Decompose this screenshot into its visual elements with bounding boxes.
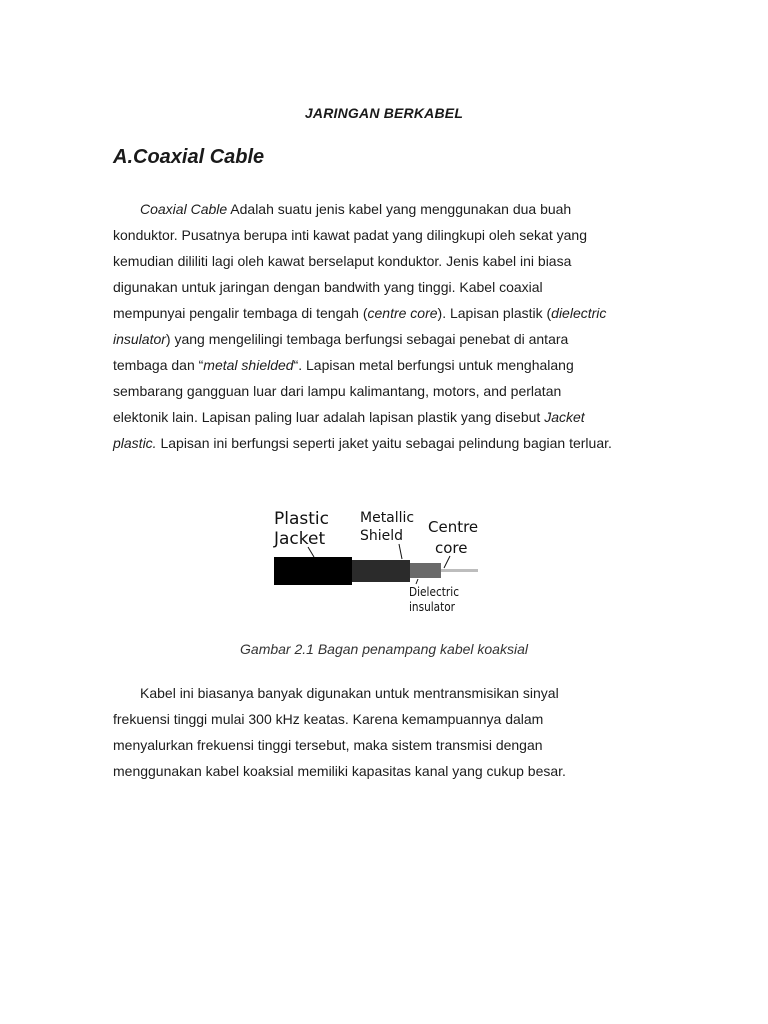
text-run: mempunyai pengalir tembaga di tengah ( (113, 305, 368, 321)
text-run: Lapisan ini berfungsi seperti jaket yaitu sebagai pelindung bagian terluar. (156, 435, 612, 451)
italic-text-run: plastic. (113, 435, 157, 451)
paragraph-line: menyalurkan frekuensi tinggi tersebut, maka sistem transmisi dengan (113, 737, 543, 753)
paragraph-line (113, 326, 658, 352)
text-run: elektonik lain. Lapisan paling luar adalah lapisan plastik yang disebut (113, 409, 545, 425)
core-pointer (444, 556, 450, 568)
label-jacket: Jacket (274, 529, 326, 549)
paragraph-coaxial-description (113, 196, 658, 456)
cable-plastic-jacket (274, 557, 352, 585)
label-insulator: insulator (409, 600, 456, 614)
coaxial-cable-figure (260, 502, 510, 620)
italic-text-run: metal shielded (203, 357, 294, 373)
text-run: tembaga dan “ (113, 357, 204, 373)
paragraph-line (113, 300, 658, 326)
label-shield: Shield (360, 528, 404, 544)
text-run: ) yang mengelilingi tembaga berfungsi sebagai penebat di antara (165, 331, 569, 347)
paragraph-line (113, 378, 658, 404)
label-plastic: Plastic (274, 509, 329, 529)
italic-text-run: centre core (367, 305, 438, 321)
text-run: konduktor. Pusatnya berupa inti kawat padat yang dilingkupi oleh sekat yang (113, 227, 587, 243)
text-run: ). Lapisan plastik ( (437, 305, 552, 321)
paragraph-line (113, 352, 658, 378)
coaxial-cable-diagram (260, 502, 510, 620)
dielectric-pointer (416, 579, 418, 584)
paragraph-usage (113, 680, 658, 784)
paragraph-line: menggunakan kabel koaksial memiliki kapasitas kanal yang cukup besar. (113, 763, 566, 779)
paragraph-line (113, 274, 658, 300)
text-run: Adalah suatu jenis kabel yang menggunakan dua buah (227, 201, 572, 217)
figure-caption: Gambar 2.1 Bagan penampang kabel koaksial (240, 641, 528, 657)
text-run: sembarang gangguan luar dari lampu kalimantang, motors, and perlatan (113, 383, 562, 399)
italic-text-run: Jacket (544, 409, 585, 425)
document-title: JARINGAN BERKABEL (304, 105, 464, 121)
paragraph-line: frekuensi tinggi mulai 300 kHz keatas. Karena kemampuannya dalam (113, 711, 544, 727)
italic-text-run: dielectric (551, 305, 607, 321)
text-run: “. Lapisan metal berfungsi untuk menghalang (293, 357, 574, 373)
cable-core (440, 569, 478, 572)
shield-pointer (399, 544, 402, 559)
label-core: core (435, 539, 468, 557)
paragraph-line (113, 222, 658, 248)
text-run: kemudian dililiti lagi oleh kawat berselaput konduktor. Jenis kabel ini biasa (113, 253, 572, 269)
text-run: digunakan untuk jaringan dengan bandwith yang tinggi. Kabel coaxial (113, 279, 543, 295)
section-heading: A.Coaxial Cable (113, 146, 265, 168)
label-metallic: Metallic (360, 510, 415, 526)
paragraph-line: Kabel ini biasanya banyak digunakan untuk mentransmisikan sinyal (140, 685, 559, 701)
paragraph-line (113, 248, 658, 274)
label-dielectric: Dielectric (409, 585, 459, 599)
cable-metallic-shield (350, 560, 410, 582)
paragraph-line (113, 196, 658, 222)
paragraph-line (113, 430, 658, 456)
cable-dielectric (408, 563, 441, 578)
paragraph-line (113, 404, 658, 430)
label-centre: Centre (428, 518, 479, 536)
italic-text-run: Coaxial Cable (140, 201, 228, 217)
italic-text-run: insulator (113, 331, 166, 347)
